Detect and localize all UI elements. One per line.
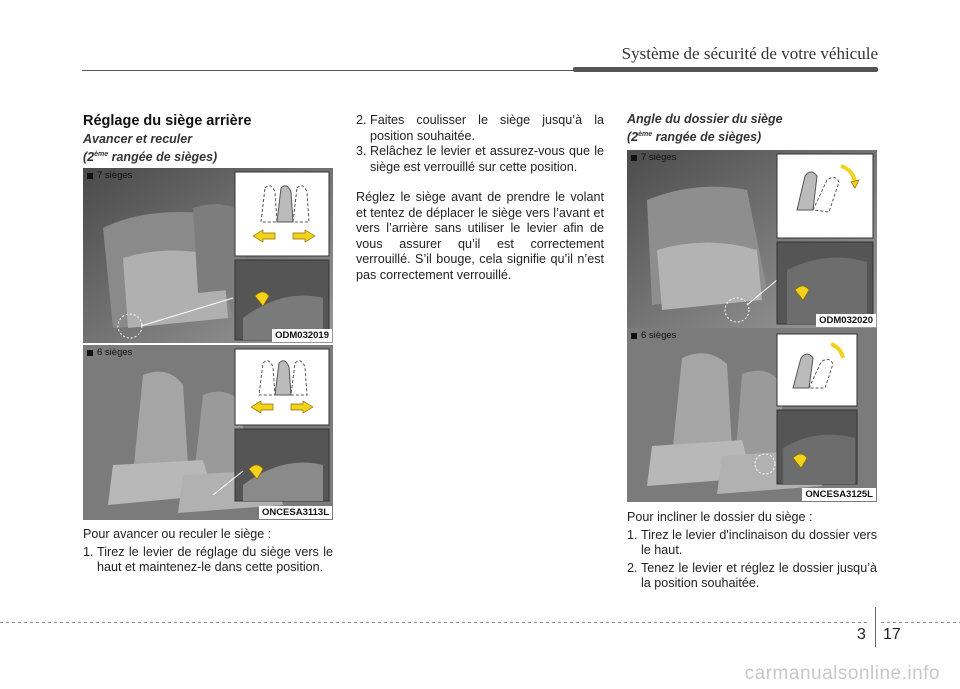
middle-instructions [356,113,604,283]
footer-rule [881,622,960,623]
step-item: 2. Tenez le levier et réglez le dossier jusqu’à la position souhaitée. [627,560,877,590]
section-heading: Réglage du siège arrière [83,113,252,129]
figure-label: 6 sièges [631,330,676,341]
seat-slide-figure-7-seats [83,168,333,343]
chapter-number: 3 [857,626,866,643]
figure-label: 7 sièges [631,152,676,163]
figure-label: 6 sièges [87,347,132,358]
left-instructions [83,527,333,576]
caution-paragraph: Réglez le siège avant de prendre le volant et tentez de déplacer le siège vers l’avant et vers l’arrière sans utiliser le levier afin de vous assurer qu’il est correctement verrouillé. S’il bouge, cela signifie qu’il n’est pas correctement verrouillé. [356,190,604,282]
figure-code: ODM032020 [816,314,876,327]
intro-text: Pour incliner le dossier du siège : [627,510,813,524]
step-item: 1. Tirez le levier d'inclinaison du dossier vers le haut. [627,527,877,557]
seatback-figure-7-seats [627,150,877,328]
seatback-photo-7 [627,150,877,328]
footer-divider [875,607,876,647]
intro-text: Pour avancer ou reculer le siège : [83,527,272,541]
figure-code: ONCESA3113L [259,506,332,519]
subheading [83,132,217,165]
step-item: 2. Faites coulisser le siège jusqu’à la position souhaitée. [356,113,604,143]
subheading-line1: Avancer et reculer [83,132,193,146]
rear-seat-photo-7 [83,168,333,343]
seatback-figure-6-seats [627,328,877,502]
subheading [627,112,783,145]
figure-label: 7 sièges [87,170,132,181]
subheading-line2: (2ème rangée de sièges) [627,130,762,145]
figure-code: ONCESA3125L [802,488,876,501]
header-bar [573,67,878,72]
page-header-title: Système de sécurité de votre véhicule [621,44,878,63]
watermark: carmanualsonline.info [744,663,940,684]
step-item: 3. Relâchez le levier et assurez-vous que le siège est verrouillé sur cette position. [356,144,604,174]
rear-seat-photo-6 [83,345,333,520]
right-instructions [627,510,877,592]
subheading-line2: (2ème rangée de sièges) [83,150,218,165]
footer-rule [0,622,869,623]
subheading-line1: Angle du dossier du siège [627,112,783,126]
page-number: 17 [883,626,901,643]
step-item: 1. Tirez le levier de réglage du siège vers le haut et maintenez-le dans cette position. [83,544,333,574]
seatback-photo-6 [627,328,877,502]
figure-code: ODM032019 [272,329,332,342]
seat-slide-figure-6-seats [83,345,333,520]
